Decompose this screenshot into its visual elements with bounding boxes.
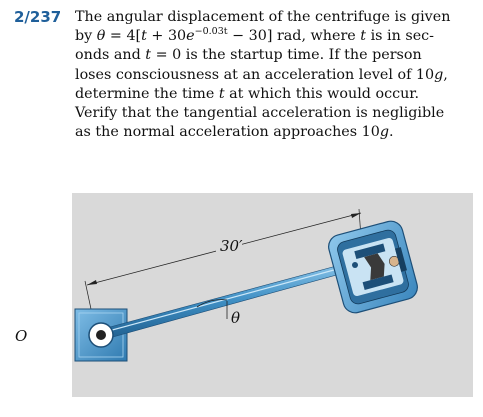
dimension-label: 30′ — [220, 237, 243, 255]
statement-line-6: Verify that the tangential acceleration is negligible — [75, 105, 445, 122]
pivot-center — [96, 330, 106, 340]
theta-label: θ — [231, 309, 241, 327]
statement-line-2: by $\theta = 4[t + 30e^{-0.03t} - 30]$ rad, where t is in sec- — [75, 26, 435, 45]
statement-line-7: as the normal acceleration approaches 10g. — [75, 124, 394, 141]
problem-statement — [75, 8, 474, 142]
pivot-label: O — [15, 327, 28, 345]
cab-attachment — [352, 262, 358, 268]
problem-block — [14, 8, 474, 142]
problem-number: 2/237 — [14, 8, 62, 26]
statement-line-3: onds and t = 0 is the startup time. If the person — [75, 47, 422, 64]
statement-line-5: determine the time t at which this would occur. — [75, 85, 420, 102]
statement-line-1: The angular displacement of the centrifuge is given — [75, 9, 451, 25]
centrifuge-diagram — [55, 189, 473, 409]
statement-line-4: loses consciousness at an acceleration level of 10g, — [75, 66, 448, 83]
centrifuge-figure — [15, 189, 473, 409]
